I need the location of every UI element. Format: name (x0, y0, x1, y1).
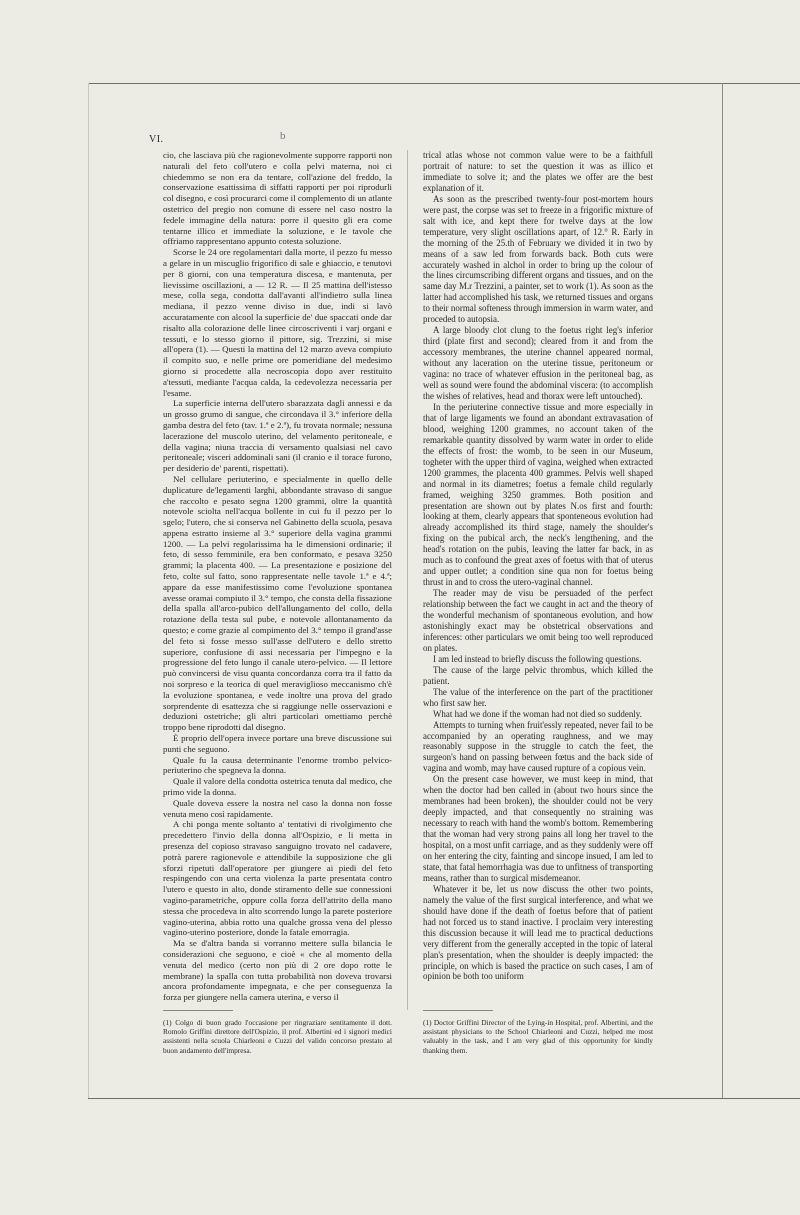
paragraph: La superficie interna dell'utero sbarazzata dagli annessi e da un grosso grumo di sangue, che circondava il 3.° inferiore della gamba destra del feto (tav. 1.ª e 2.ª), fu trovata normale; nessuna lacerazione del muscolo uterino, del velamento peritoneale, e della vagina; niuna traccia di versamento qualsiasi nel cavo peritoneale; visceri addominali sani (il cranio e il torace furono, per desiderio de' parenti, rispettati). (163, 398, 392, 474)
paragraph: Ma se d'altra banda si vorranno mettere sulla bilancia le considerazioni che seguono, e cioè « che al momento della venuta del medico (certo non più di 2 ore dopo rotte le membrane) la spalla con tutta probabilità non doveva trovarsi ancora profondamente impegnata, e che per conseguenza la forza per giungere nella camera uterina, e verso il (163, 938, 392, 1003)
library-mark: b (280, 130, 286, 142)
page-edge-top (88, 83, 800, 84)
paragraph: È proprio dell'opera invece portare una breve discussione sui punti che seguono. (163, 733, 392, 754)
english-text-column (423, 150, 653, 982)
paragraph: In the periuterine connective tissue and more especially in that of large ligaments we found an abondant extravasation of blood, weighing 1200 grammes, no account taken of the remarkable quantity dissolved by warm water in order to elide the effects of frost: the womb, to be seen in our Museum, togheter with the upper third of vagina, weighed when extracted 1200 grammes, the placenta 400 grammes. Pelvis well shaped and normal in its diametres; foetus a female child regularly framed, weighing 3250 grammes. Both position and presentation are shown out by plates N.os first and fourth: looking at them, clearly appears that sponteneous evolution had already accomplished its third stage, namely the shoulder's fixing on the pubical arch, the neck's lengthening, and the head's rotation on the pubis, leaving the latter far back, in as much as to confound the great axes of foetus with that of uterus and upper outlet; a condition sine qua non for foetus being thrust in and to cross the utero-vaginal channel. (423, 401, 653, 588)
footnote-rule-right (423, 1010, 493, 1011)
footnote-english: (1) Doctor Griffini Director of the Lying-in Hospital, prof. Albertini, and the assistant physicians to the School Chiarleoni and Cuzzi, helped me most valuably in the task, and I am very glad of this opportunity for kindly thanking them. (423, 1018, 653, 1055)
paragraph: The cause of the large pelvic thrombus, which killed the patient. (423, 664, 653, 686)
paragraph: On the present case however, we must keep in mind, that when the doctor had ben called in (about two hours since the membranes had been broken), the shoulder could not be very deeply impacted, and that consequently no straining was necessary to reach with hand the womb's bottom. Remembering that the woman had very strong pains all long her travel to the hospital, on a most unfit carriage, and as they suddenly were off on her entering the city, fainting and sincope insued, I am led to state, that fatal hemorrhagia was due to unfitness of transporting means, rather than to surgical misdemeanor. (423, 774, 653, 883)
paragraph: Whatever it be, let us now discuss the other two points, namely the value of the first surgical interference, and what we should have done if the death of foetus before that of patient had not forced us to stand inactive. I proclaim very interesting this discussion because it will lead me to practical deductions very different from the generally accepted in the topic of lateral plan's presentation, when the shoulder is deeply impacted: the principle, on which is based the practice on such cases, I am of opinion be both too uniform (423, 883, 653, 982)
paragraph: A chi ponga mente soltanto a' tentativi di rivolgimento che precedettero l'invio della donna all'Ospizio, e li metta in presenza del copioso stravaso sanguigno trovato nel cadavere, potrà parere ragionevole e attendibile la supposizione che gli sforzi ripetuti dall'operatore per giungere ai piedi del feto respingendo con una certa violenza la parte presentata contro l'utero e questo in alto, donde stiramento delle sue connessioni vagino-parametriche, oppure colla forza dell'attrito della mano stessa che procedeva in alto scorrendo lungo la parete posteriore vagino-uterina, abbia rotto una qualche grossa vena del plesso vagino-uterino posteriore, donde la fatale emorragia. (163, 819, 392, 938)
column-divider (407, 150, 408, 1010)
footnote-rule-left (163, 1010, 233, 1011)
paragraph: What had we done if the woman had not died so suddenly. (433, 708, 642, 719)
paragraph: Quale doveva essere la nostra nel caso la donna non fosse venuta meno così rapidamente. (163, 797, 392, 819)
paragraph: Scorse le 24 ore regolamentari dalla morte, il pezzo fu messo a gelare in un miscuglio frigorifico di sale e ghiaccio, e tenutovi per 8 giorni, con una temperatura discesa, e mantenuta, per lievissime oscillazioni, a — 12 R. — Il 25 mattina dell'istesso mese, colla sega, condotta dall'avanti all'indietro sulla linea mediana, il pezzo venne diviso in due, indi si lavò accuratamente con alcool la superficie de' due spaccati onde dar risalto alla colorazione delle linee circoscriventi i varj organi e tessuti, e lo stesso giorno il pittore, sig. Trezzini, si mise all'opera (1). — Questi la mattina del 12 marzo aveva compiuto il compito suo, e nelle prime ore pomeridiane del medesimo giorno si procedette alla necroscopia dopo aver restituito a'tessuti, mediante l'acqua calda, la cedevolezza necessaria per l'esame. (163, 247, 392, 398)
paragraph: I am led instead to briefly discuss the following questions. (433, 653, 642, 664)
paragraph: Quale fu la causa determinante l'enorme trombo pelvico-periuterino che spegneva la donna. (163, 754, 392, 776)
page-number: VI. (149, 134, 164, 145)
paragraph: As soon as the prescribed twenty-four post-mortem hours were past, the corpse was set to freeze in a frigorific mixture of salt with ice, and kept there for twelve days at the low temperature, very slight oscillations apart, of 12.° R. Early in the morning of the 25.th of February we divided it in two by means of a saw led from forwards back. Both cuts were accurately washed in alchol in order to bring up the colour of the lines circumscribing different organs and tissues, and on the same day M.r Trezzini, a painter, set to work (1). As soon as the latter had accomplished his task, we returned tissues and organs to their normal softeness through immersion in warm water, and proceded to autopsia. (423, 193, 653, 325)
italian-text-column (163, 150, 392, 1003)
paragraph: Quale il valore della condotta ostetrica tenuta dal medico, che primo vide la donna. (163, 776, 392, 798)
paragraph: trical atlas whose not common value were to be a faithfull portrait of nature: to set the question it was as illico et immediate to solve it; and the plates we offer are the best explanation of it. (423, 150, 653, 193)
paragraph: The reader may de visu be persuaded of the perfect relationship between the fact we caught in act and the theory of the wonderful mechanism of spontaneous evolution, and how astonishingly exact may be obstetrical observations and inferences: other particulars we omit being too well reproduced on plates. (423, 588, 653, 653)
page-header (143, 130, 683, 146)
page-edge-left (88, 83, 89, 1098)
paragraph: Attempts to turning when fruit'essly repeated, never fail to be accompanied by an operating raughness, and we may reasonably suppose in the struggle to catch the feet, the surgeon's hand on passing between fœtus and the back side of vagina and womb, may have caused rupture of a copious vein. (423, 719, 653, 774)
page-edge-bottom (88, 1098, 800, 1099)
page-edge-right (722, 83, 723, 1098)
paragraph: A large bloody clot clung to the foetus right leg's inferior third (plate first and second); cleared from it and from the accessory membranes, the uterine channel appeared normal, without any laceration on the uterine tissue, peritoneum or vagina: no trace of whatever effusion in the peritoneal bag, as well as sound were found the abdominal viscera: (to accomplish the wishes of relatives, head and thorax were left untouched). (423, 325, 653, 401)
footnote-italian: (1) Colgo di buon grado l'occasione per ringraziare sentitamente il dott. Romolo Griffini direttore dell'Ospizio, il prof. Albertini ed i signori medici assistenti nella scuola Chiarleoni e Cuzzi del valido concorso prestato al buon andamento dell'impresa. (163, 1018, 392, 1055)
paragraph: cio, che lasciava più che ragionevolmente supporre rapporti non naturali del feto coll'utero e colla pelvi materna, noi ci chiedemmo se non era da tentare, coll'azione del freddo, la conservazione esattissima di siffatti rapporti per poi riprodurli col disegno, e così procurarci come il complemento di un atlante ostetrico del pregio non comune di essere nel caso nostro la fedele immagine della natura: porre il quesito gli era come tentarne illico et immediate la soluzione, e le tavole che offriamo rappresentano appunto cotesta soluzione. (163, 150, 392, 247)
paragraph: Nel cellulare periuterino, e specialmente in quello delle duplicature de'legamenti larghi, abbondante stravaso di sangue che raccolto e pesato segna 1200 grammi, oltre la quantità notevole sciolta nell'acqua bollente in cui fu il pezzo per lo sgelo; l'utero, che si conserva nel Gabinetto della scuola, pesava appena estratto insieme al 3.° superiore della vagina grammi 1200. — La pelvi regolarissima ha le dimensioni ordinarie; il feto, di sesso femminile, era ben conformato, e pesava 3250 grammi; la placenta 400. — La presentazione e posizione del feto, colte sul fatto, sono rappresentate nelle tavole 1.ª e 4.ª; appare da esse manifestissimo come l'evoluzione spontanea avesse oramai compiuto il 3.° tempo, che consta della fissazione della spalla all'arco-pubico dell'allungamento del collo, della rotazione della testa sul pube, e notevole allontanamento da questo; e come grazie al compimento del 3.° tempo il grand'asse del feto si fosse messo sull'asse dell'utero e dello stretto superiore, confusione di assi necessaria per l'impegno e la progressione del feto lungo il canale utero-pelvico. — Il lettore può convincersi de visu quanta concordanza corra tra il fatto da noi sorpreso e la teorica di quel meraviglioso meccanismo ch'è la evoluzione spontanea, e vede inoltre una prova del grado sorprendente di esattezza che si raggiunge nelle osservazioni e deduzioni ostetriche; gli altri particolari omettiamo perchè troppo bene riprodotti dal disegno. (163, 473, 392, 733)
paragraph: The value of the interference on the part of the practitioner who first saw her. (423, 686, 653, 708)
